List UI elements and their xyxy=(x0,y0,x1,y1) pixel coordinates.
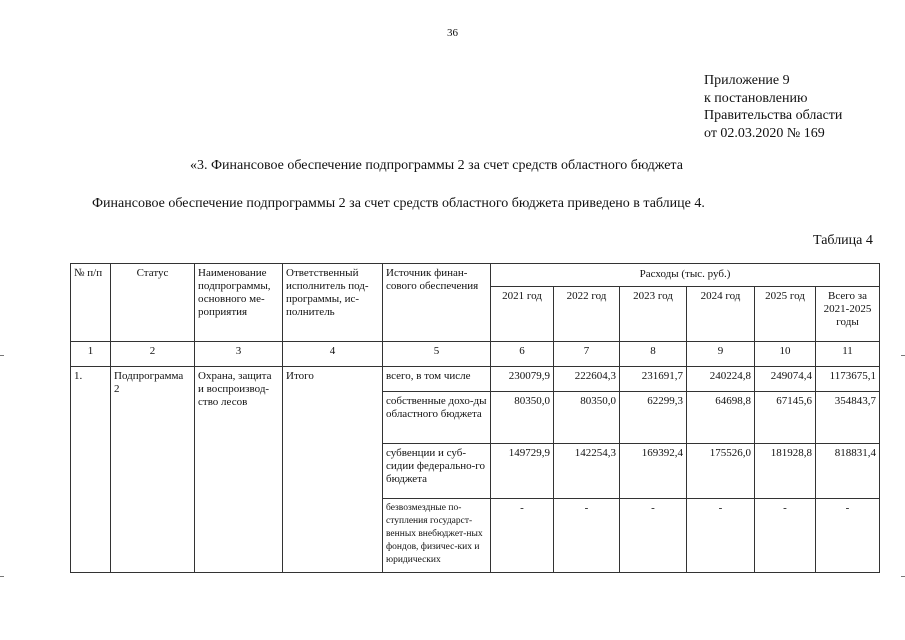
value-cell: - xyxy=(755,499,816,573)
financing-table xyxy=(70,263,880,573)
value-cell: 175526,0 xyxy=(687,444,755,499)
value-cell: 62299,3 xyxy=(620,391,687,443)
appendix-line-4: от 02.03.2020 № 169 xyxy=(704,125,825,141)
source-label: собственные дохо-ды областного бюджета xyxy=(383,391,491,443)
column-number: 3 xyxy=(195,341,283,367)
value-cell: - xyxy=(687,499,755,573)
column-number: 6 xyxy=(491,341,554,367)
value-cell: 149729,9 xyxy=(491,444,554,499)
source-label: субвенции и суб-сидии федерально-го бюджета xyxy=(383,444,491,499)
appendix-block xyxy=(704,72,842,142)
value-cell: 181928,8 xyxy=(755,444,816,499)
value-cell: 1173675,1 xyxy=(816,367,880,392)
header-year: 2025 год xyxy=(755,286,816,341)
scan-edge-mark xyxy=(0,576,4,577)
appendix-line-3: Правительства области xyxy=(704,108,843,123)
column-number: 4 xyxy=(283,341,383,367)
table-caption: Таблица 4 xyxy=(813,233,873,248)
value-cell: 142254,3 xyxy=(554,444,620,499)
column-number: 1 xyxy=(71,341,111,367)
value-cell: 354843,7 xyxy=(816,391,880,443)
header-expenses: Расходы (тыс. руб.) xyxy=(491,264,880,287)
column-number: 5 xyxy=(383,341,491,367)
value-cell: 222604,3 xyxy=(554,367,620,392)
column-number: 9 xyxy=(687,341,755,367)
source-label: безвозмездные по-ступления государст-венных внебюджет-ных фондов, физичес-ких и юридических xyxy=(383,499,491,573)
header-status: Статус xyxy=(111,264,195,342)
header-total: Всего за 2021-2025 годы xyxy=(816,286,880,341)
value-cell: - xyxy=(554,499,620,573)
row-status: Подпрограмма 2 xyxy=(111,367,195,573)
value-cell: 231691,7 xyxy=(620,367,687,392)
header-year: 2023 год xyxy=(620,286,687,341)
scan-edge-mark xyxy=(901,576,905,577)
value-cell: - xyxy=(816,499,880,573)
header-year: 2022 год xyxy=(554,286,620,341)
column-number: 10 xyxy=(755,341,816,367)
column-numbers-row xyxy=(71,341,880,367)
header-year: 2024 год xyxy=(687,286,755,341)
row-num: 1. xyxy=(71,367,111,573)
page-number: 36 xyxy=(447,27,458,39)
appendix-line-2: к постановлению xyxy=(704,90,808,106)
row-executor: Итого xyxy=(283,367,383,573)
value-cell: 64698,8 xyxy=(687,391,755,443)
column-number: 2 xyxy=(111,341,195,367)
value-cell: - xyxy=(491,499,554,573)
header-num: № п/п xyxy=(71,264,111,342)
section-heading: «3. Финансовое обеспечение подпрограммы 2 за счет средств областного бюджета xyxy=(190,158,683,173)
header-source: Источник финан-сового обеспечения xyxy=(383,264,491,342)
row-name: Охрана, защита и воспроизвод-ство лесов xyxy=(195,367,283,573)
value-cell: 240224,8 xyxy=(687,367,755,392)
value-cell: 818831,4 xyxy=(816,444,880,499)
value-cell: 67145,6 xyxy=(755,391,816,443)
header-row xyxy=(71,264,880,287)
header-name: Наименование подпрограммы, основного ме-роприятия xyxy=(195,264,283,342)
value-cell: 230079,9 xyxy=(491,367,554,392)
table-row xyxy=(71,367,880,392)
header-year: 2021 год xyxy=(491,286,554,341)
intro-text: Финансовое обеспечение подпрограммы 2 за счет средств областного бюджета приведено в таблице 4. xyxy=(92,196,705,211)
header-executor: Ответственный исполнитель под-программы, ис-полнитель xyxy=(283,264,383,342)
column-number: 7 xyxy=(554,341,620,367)
value-cell: - xyxy=(620,499,687,573)
value-cell: 169392,4 xyxy=(620,444,687,499)
scan-edge-mark xyxy=(901,355,905,356)
value-cell: 80350,0 xyxy=(554,391,620,443)
source-label: всего, в том числе xyxy=(383,367,491,392)
value-cell: 249074,4 xyxy=(755,367,816,392)
appendix-line-1: Приложение 9 xyxy=(704,73,790,88)
column-number: 11 xyxy=(816,341,880,367)
value-cell: 80350,0 xyxy=(491,391,554,443)
column-number: 8 xyxy=(620,341,687,367)
scan-edge-mark xyxy=(0,355,4,356)
